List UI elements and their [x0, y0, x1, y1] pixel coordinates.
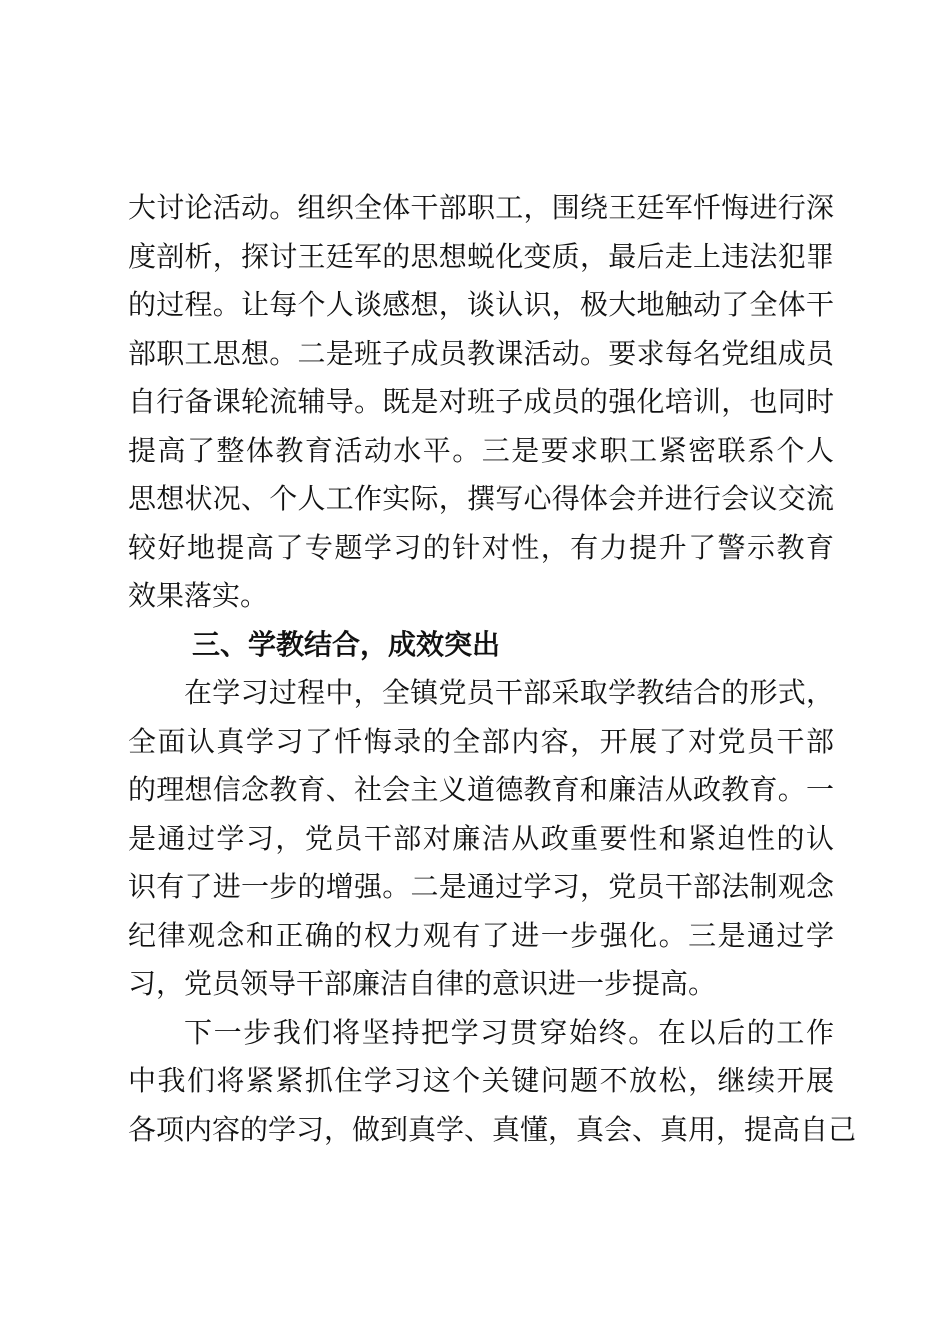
paragraph-line: 各项内容的学习，做到真学、真懂，真会、真用，提高自己: [128, 1112, 857, 1146]
paragraph-line: 大讨论活动。组织全体干部职工，围绕王廷军忏悔进行深: [128, 191, 834, 224]
paragraph-line: 是通过学习，党员干部对廉洁从政重要性和紧迫性的认: [128, 821, 834, 855]
paragraph-line: 下一步我们将坚持把学习贯穿始终。在以后的工作: [184, 1015, 834, 1049]
paragraph-line: 部职工思想。二是班子成员教课活动。要求每名党组成员: [128, 336, 834, 370]
paragraph-line: 全面认真学习了忏悔录的全部内容，开展了对党员干部: [128, 724, 834, 758]
paragraph-line: 识有了进一步的增强。二是通过学习，党员干部法制观念: [128, 870, 834, 903]
paragraph-line: 效果落实。: [128, 579, 269, 612]
paragraph-line: 自行备课轮流辅导。既是对班子成员的强化培训，也同时: [128, 385, 834, 418]
paragraph-line: 的过程。让每个人谈感想，谈认识，极大地触动了全体干: [128, 288, 834, 321]
paragraph-line: 思想状况、个人工作实际，撰写心得体会并进行会议交流: [128, 482, 834, 515]
document-body: [128, 184, 857, 1154]
paragraph-line: 较好地提高了专题学习的针对性，有力提升了警示教育: [128, 530, 834, 564]
paragraph-line: 提高了整体教育活动水平。三是要求职工紧密联系个人: [128, 433, 834, 467]
paragraph-line: 纪律观念和正确的权力观有了进一步强化。三是通过学: [128, 918, 834, 952]
paragraph-line: 中我们将紧紧抓住学习这个关键问题不放松，继续开展: [128, 1064, 834, 1097]
paragraph-line: 在学习过程中，全镇党员干部采取学教结合的形式，: [184, 676, 834, 709]
paragraph-line: 的理想信念教育、社会主义道德教育和廉洁从政教育。一: [128, 773, 834, 806]
paragraph-line: 习，党员领导干部廉洁自律的意识进一步提高。: [128, 967, 717, 1000]
paragraph-line: 度剖析，探讨王廷军的思想蜕化变质，最后走上违法犯罪: [128, 239, 834, 273]
section-heading: 三、学教结合，成效突出: [192, 627, 501, 661]
